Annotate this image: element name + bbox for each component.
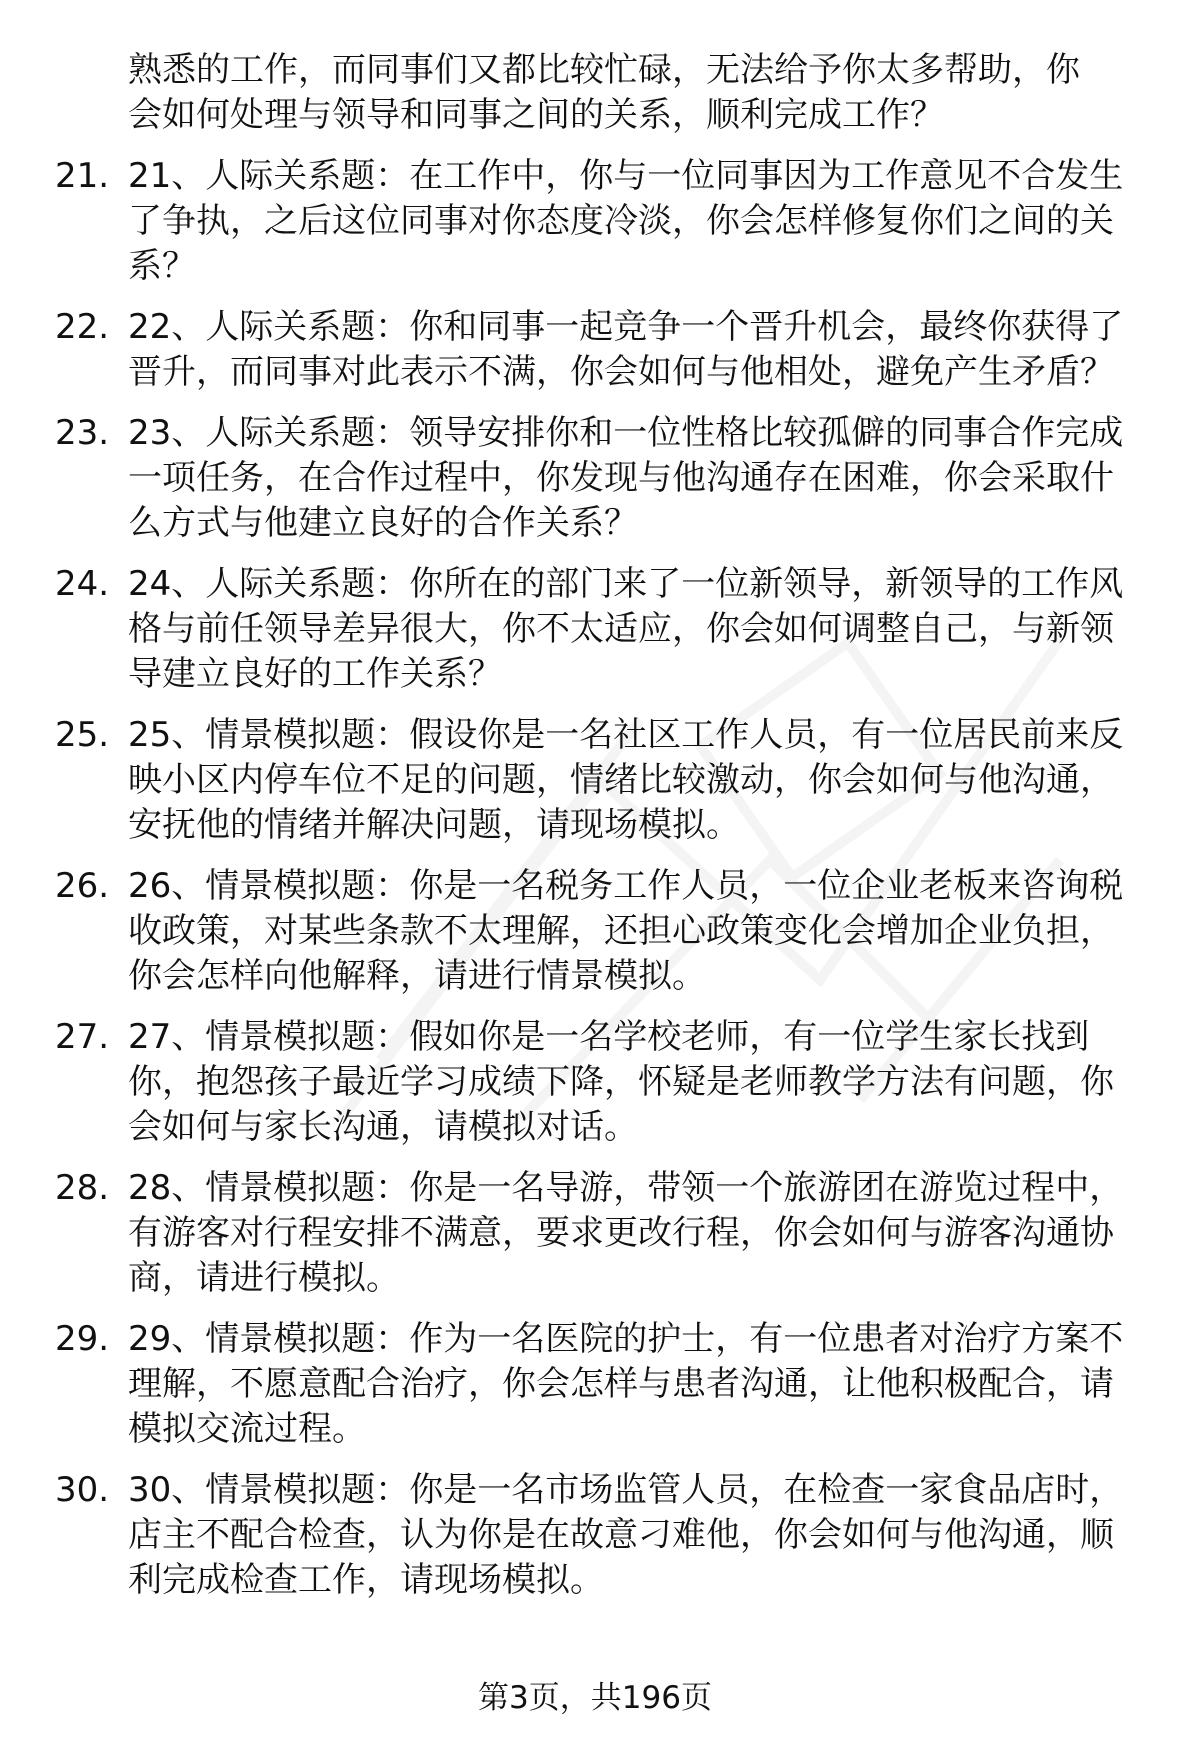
item-text: 24、人际关系题：你所在的部门来了一位新领导，新领导的工作风格与前任领导差异很大，你不太适应，你会如何调整自己，与新领导建立良好的工作关系？ — [128, 564, 1124, 694]
item-text: 23、人际关系题：领导安排你和一位性格比较孤僻的同事合作完成一项任务，在合作过程中，你发现与他沟通存在困难，你会采取什么方式与他建立良好的合作关系？ — [128, 413, 1124, 543]
list-item — [55, 154, 1145, 289]
item-text: 30、情景模拟题：你是一名市场监管人员，在检查一家食品店时，店主不配合检查，认为你是在故意刁难他，你会如何与他沟通，顺利完成检查工作，请现场模拟。 — [128, 1470, 1124, 1600]
item-text: 25、情景模拟题：假设你是一名社区工作人员，有一位居民前来反映小区内停车位不足的问题，情绪比较激动，你会如何与他沟通，安抚他的情绪并解决问题，请现场模拟。 — [128, 715, 1124, 845]
item-text: 26、情景模拟题：你是一名税务工作人员，一位企业老板来咨询税收政策，对某些条款不太理解，还担心政策变化会增加企业负担，你会怎样向他解释，请进行情景模拟。 — [128, 866, 1124, 996]
item-text: 29、情景模拟题：作为一名医院的护士，有一位患者对治疗方案不理解，不愿意配合治疗，你会怎样与患者沟通，让他积极配合，请模拟交流过程。 — [128, 1319, 1124, 1449]
item-number: 29. — [55, 1319, 110, 1359]
list-item — [55, 562, 1145, 697]
item-text: 27、情景模拟题：假如你是一名学校老师，有一位学生家长找到你，抱怨孩子最近学习成绩下降，怀疑是老师教学方法有问题，你会如何与家长沟通，请模拟对话。 — [128, 1017, 1114, 1147]
item-number: 24. — [55, 564, 110, 604]
list-item — [55, 1317, 1145, 1452]
page-number-footer: 第3页，共196页 — [478, 1680, 712, 1716]
list-item — [55, 305, 1145, 395]
item-number: 28. — [55, 1168, 110, 1208]
item-number: 27. — [55, 1017, 110, 1057]
item-text: 21、人际关系题：在工作中，你与一位同事因为工作意见不合发生了争执，之后这位同事对你态度冷淡，你会怎样修复你们之间的关系？ — [128, 156, 1124, 286]
question-list — [55, 48, 1145, 1603]
intro-line-1: 熟悉的工作，而同事们又都比较忙碌，无法给予你太多帮助，你 — [128, 50, 1080, 90]
item-number: 30. — [55, 1470, 110, 1510]
item-text: 28、情景模拟题：你是一名导游，带领一个旅游团在游览过程中，有游客对行程安排不满意，要求更改行程，你会如何与游客沟通协商，请进行模拟。 — [128, 1168, 1124, 1298]
list-item — [55, 713, 1145, 848]
list-item — [55, 1166, 1145, 1301]
item-number: 25. — [55, 715, 110, 755]
item-number: 26. — [55, 866, 110, 906]
list-item — [55, 1468, 1145, 1603]
list-item — [55, 411, 1145, 546]
intro-line-2: 会如何处理与领导和同事之间的关系，顺利完成工作？ — [128, 95, 944, 135]
item-number: 23. — [55, 413, 110, 453]
list-item — [55, 864, 1145, 999]
item-number: 21. — [55, 156, 110, 196]
list-item — [55, 1015, 1145, 1150]
item-text: 22、人际关系题：你和同事一起竞争一个晋升机会，最终你获得了晋升，而同事对此表示不满，你会如何与他相处，避免产生矛盾？ — [128, 307, 1124, 392]
item-number: 22. — [55, 307, 110, 347]
